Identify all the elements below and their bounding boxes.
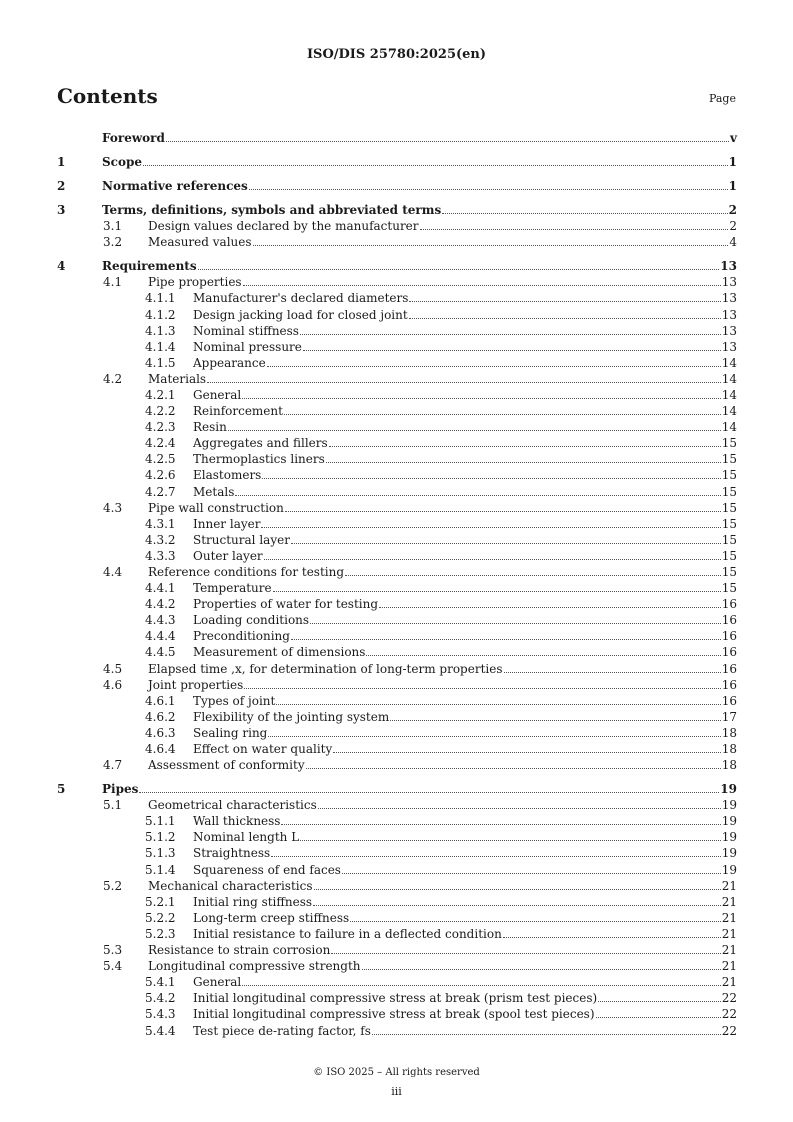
toc-entry[interactable] bbox=[57, 893, 737, 909]
toc-entry-page: 16 bbox=[721, 677, 737, 692]
toc-entry[interactable] bbox=[57, 740, 737, 756]
toc-entry-title: Elapsed time ,x, for determination of long-term properties bbox=[148, 661, 503, 676]
toc-entry-page: 18 bbox=[721, 758, 737, 773]
toc-entry-page: 19 bbox=[720, 782, 737, 797]
toc-entry-page: 13 bbox=[721, 307, 737, 322]
toc-entry[interactable] bbox=[57, 354, 737, 370]
toc-entry-number: 4.2.1 bbox=[145, 387, 176, 402]
toc-entry-number: 4.1 bbox=[103, 275, 123, 290]
dot-leader bbox=[207, 382, 721, 383]
toc-entry-number: 4.1.4 bbox=[145, 339, 176, 354]
dot-leader bbox=[273, 591, 721, 592]
toc-entry[interactable] bbox=[57, 450, 737, 466]
toc-entry-number: 1 bbox=[57, 155, 66, 170]
dot-leader bbox=[276, 704, 720, 705]
toc-entry-title: Measured values bbox=[148, 235, 252, 250]
dot-leader bbox=[253, 245, 729, 246]
toc-entry-title: Design jacking load for closed joint bbox=[193, 307, 408, 322]
toc-entry-page: 18 bbox=[721, 725, 737, 740]
dot-leader bbox=[271, 856, 721, 857]
toc-entry-number: 4.4 bbox=[103, 565, 123, 579]
toc-entry[interactable] bbox=[57, 860, 737, 876]
toc-entry-title: Metals bbox=[193, 484, 235, 499]
toc-entry-number: 4.3.1 bbox=[145, 516, 176, 531]
toc-entry[interactable] bbox=[57, 595, 737, 611]
toc-entry[interactable] bbox=[57, 129, 737, 145]
toc-entry-title: General bbox=[193, 387, 242, 402]
toc-entry-page: 13 bbox=[721, 339, 737, 354]
toc-entry-number: 4.2.5 bbox=[145, 452, 176, 467]
toc-entry[interactable] bbox=[57, 153, 737, 169]
toc-entry-number: 5.2.1 bbox=[145, 894, 176, 909]
toc-entry-page: 16 bbox=[721, 693, 737, 708]
toc-entry-title: Foreword bbox=[102, 131, 165, 146]
toc-entry-title: Initial longitudinal compressive stress at break (spool test pieces) bbox=[193, 1007, 595, 1022]
toc-entry-page: 13 bbox=[721, 323, 737, 338]
toc-entry-page: 19 bbox=[721, 830, 737, 845]
toc-entry[interactable] bbox=[57, 386, 737, 402]
toc-entry-title: Pipe properties bbox=[148, 275, 242, 290]
toc-entry-number: 3.1 bbox=[103, 219, 123, 234]
toc-entry-title: Types of joint bbox=[193, 693, 276, 708]
toc-entry-number: 4.1.2 bbox=[145, 307, 176, 322]
page-number: iii bbox=[391, 1085, 402, 1098]
toc-entry-title: Resistance to strain corrosion bbox=[148, 943, 331, 958]
toc-entry-page: 15 bbox=[721, 500, 737, 515]
toc-entry[interactable] bbox=[57, 796, 737, 812]
toc-entry-title: Nominal stiffness bbox=[193, 323, 299, 338]
toc-entry[interactable] bbox=[57, 370, 737, 386]
dot-leader bbox=[503, 937, 721, 938]
toc-entry-number: 4.1.1 bbox=[145, 291, 176, 306]
copyright-footer: © ISO 2025 – All rights reserved bbox=[313, 1067, 480, 1078]
toc-entry-page: v bbox=[730, 131, 737, 146]
toc-entry-title: Thermoplastics liners bbox=[193, 452, 325, 467]
toc-entry-title: Straightness bbox=[193, 846, 271, 861]
toc-entry-page: 15 bbox=[721, 565, 737, 579]
toc-entry-page: 22 bbox=[721, 1023, 737, 1038]
toc-entry[interactable] bbox=[57, 177, 737, 193]
dot-leader bbox=[143, 165, 728, 166]
toc-entry-title: Design values declared by the manufacturer bbox=[148, 219, 419, 234]
toc-entry-page: 18 bbox=[721, 742, 737, 757]
dot-leader bbox=[268, 736, 720, 737]
toc-entry[interactable] bbox=[57, 611, 737, 627]
toc-entry-title: General bbox=[193, 975, 242, 990]
dot-leader bbox=[342, 873, 721, 874]
toc-entry-number: 4.6.3 bbox=[145, 725, 176, 740]
toc-entry-title: Materials bbox=[148, 371, 207, 386]
toc-entry-page: 14 bbox=[721, 420, 737, 435]
toc-entry-title: Terms, definitions, symbols and abbreviated terms bbox=[102, 203, 442, 218]
toc-entry-page: 19 bbox=[721, 846, 737, 861]
toc-entry-title: Mechanical characteristics bbox=[148, 878, 313, 893]
toc-entry-title: Test piece de-rating factor, fs bbox=[193, 1023, 371, 1038]
toc-entry[interactable] bbox=[57, 531, 737, 547]
toc-entry-number: 4.3.2 bbox=[145, 532, 176, 547]
dot-leader bbox=[267, 366, 721, 367]
toc-entry-number: 2 bbox=[57, 179, 66, 194]
toc-entry-number: 3 bbox=[57, 203, 66, 218]
dot-leader bbox=[409, 318, 721, 319]
toc-entry-page: 19 bbox=[721, 814, 737, 829]
toc-entry-page: 21 bbox=[721, 894, 737, 909]
toc-entry[interactable] bbox=[57, 233, 737, 249]
toc-entry-title: Reference conditions for testing bbox=[148, 565, 345, 579]
dot-leader bbox=[350, 921, 721, 922]
toc-entry[interactable] bbox=[57, 724, 737, 740]
toc-entry-page: 22 bbox=[721, 1007, 737, 1022]
dot-leader bbox=[366, 655, 720, 656]
toc-entry[interactable] bbox=[57, 338, 737, 354]
toc-entry-page: 16 bbox=[721, 597, 737, 612]
toc-entry-title: Preconditioning bbox=[193, 629, 290, 644]
dot-leader bbox=[390, 720, 720, 721]
toc-entry-number: 3.2 bbox=[103, 235, 123, 250]
dot-leader bbox=[300, 334, 721, 335]
toc-entry-page: 21 bbox=[721, 926, 737, 941]
toc-entry-number: 5.1.4 bbox=[145, 862, 176, 877]
toc-entry-page: 14 bbox=[721, 387, 737, 402]
toc-entry-number: 5.4.1 bbox=[145, 975, 176, 990]
toc-entry-number: 4.1.3 bbox=[145, 323, 176, 338]
toc-entry-page: 14 bbox=[721, 371, 737, 386]
toc-entry-title: Initial resistance to failure in a deflected condition bbox=[193, 926, 502, 941]
toc-entry-page: 2 bbox=[728, 203, 737, 218]
toc-entry-number: 4.3.3 bbox=[145, 548, 176, 563]
toc-entry[interactable] bbox=[57, 418, 737, 434]
toc-entry-number: 4.4.3 bbox=[145, 613, 176, 628]
toc-entry-page: 21 bbox=[721, 959, 737, 974]
toc-entry-number: 4.2 bbox=[103, 371, 123, 386]
page-title: Contents bbox=[57, 84, 158, 108]
toc-entry-number: 5.4 bbox=[103, 959, 123, 974]
toc-entry[interactable] bbox=[57, 756, 737, 772]
toc-entry-title: Sealing ring bbox=[193, 725, 268, 740]
toc-entry[interactable] bbox=[57, 482, 737, 498]
toc-entry[interactable] bbox=[57, 499, 737, 515]
toc-entry-number: 4.4.1 bbox=[145, 581, 176, 596]
dot-leader bbox=[249, 189, 728, 190]
toc-entry-number: 4.6.1 bbox=[145, 693, 176, 708]
toc-entry-number: 4.2.6 bbox=[145, 468, 176, 483]
toc-entry[interactable] bbox=[57, 273, 737, 289]
dot-leader bbox=[442, 213, 727, 214]
document-id-header: ISO/DIS 25780:2025(en) bbox=[306, 47, 487, 62]
toc-entry-page: 13 bbox=[721, 275, 737, 290]
dot-leader bbox=[310, 623, 721, 624]
toc-entry-number: 5.4.4 bbox=[145, 1023, 176, 1038]
dot-leader bbox=[244, 688, 720, 689]
dot-leader bbox=[318, 808, 721, 809]
dot-leader bbox=[139, 792, 719, 793]
dot-leader bbox=[291, 639, 721, 640]
toc-entry-title: Appearance bbox=[193, 355, 266, 370]
toc-entry-title: Outer layer bbox=[193, 548, 263, 563]
dot-leader bbox=[333, 752, 720, 753]
toc-entry-number: 4.4.4 bbox=[145, 629, 176, 644]
dot-leader bbox=[598, 1001, 721, 1002]
dot-leader bbox=[264, 559, 721, 560]
toc-entry-title: Joint properties bbox=[148, 677, 244, 692]
toc-entry[interactable] bbox=[57, 1021, 737, 1037]
toc-entry[interactable] bbox=[57, 957, 737, 973]
dot-leader bbox=[242, 985, 720, 986]
toc-entry-page: 14 bbox=[721, 404, 737, 419]
toc-entry[interactable] bbox=[57, 676, 737, 692]
toc-entry[interactable] bbox=[57, 201, 737, 217]
toc-entry-title: Squareness of end faces bbox=[193, 862, 341, 877]
toc-entry-number: 4.6.2 bbox=[145, 709, 176, 724]
dot-leader bbox=[262, 478, 720, 479]
toc-entry-page: 16 bbox=[721, 613, 737, 628]
toc-entry-title: Flexibility of the jointing system bbox=[193, 709, 390, 724]
toc-entry-number: 4.2.7 bbox=[145, 484, 176, 499]
toc-entry-number: 5.3 bbox=[103, 943, 123, 958]
toc-entry-title: Pipes bbox=[102, 782, 139, 797]
toc-entry-number: 4.5 bbox=[103, 661, 123, 676]
toc-entry-number: 5.1 bbox=[103, 798, 123, 813]
toc-entry-page: 15 bbox=[721, 484, 737, 499]
toc-entry[interactable] bbox=[57, 925, 737, 941]
toc-entry-page: 21 bbox=[721, 910, 737, 925]
page-column-label: Page bbox=[708, 92, 736, 105]
dot-leader bbox=[345, 575, 721, 576]
toc-entry-title: Manufacturer's declared diameters bbox=[193, 291, 409, 306]
dot-leader bbox=[420, 229, 729, 230]
toc-entry-title: Inner layer bbox=[193, 516, 261, 531]
toc-entry[interactable] bbox=[57, 973, 737, 989]
toc-entry[interactable] bbox=[57, 1005, 737, 1021]
toc-entry-title: Requirements bbox=[102, 259, 197, 274]
dot-leader bbox=[235, 495, 720, 496]
dot-leader bbox=[243, 285, 721, 286]
toc-entry-page: 15 bbox=[721, 548, 737, 563]
dot-leader bbox=[326, 462, 721, 463]
toc-entry-title: Nominal pressure bbox=[193, 339, 302, 354]
toc-entry-title: Wall thickness bbox=[193, 814, 281, 829]
table-of-contents bbox=[57, 129, 737, 1038]
toc-entry[interactable] bbox=[57, 515, 737, 531]
toc-entry-number: 5 bbox=[57, 782, 66, 797]
toc-entry-title: Measurement of dimensions bbox=[193, 645, 366, 660]
toc-entry[interactable] bbox=[57, 289, 737, 305]
dot-leader bbox=[300, 840, 721, 841]
toc-entry-page: 13 bbox=[720, 259, 737, 274]
toc-entry-title: Effect on water quality bbox=[193, 742, 333, 757]
toc-entry-title: Aggregates and fillers bbox=[193, 436, 328, 451]
toc-entry-title: Structural layer bbox=[193, 532, 290, 547]
toc-entry-number: 4.7 bbox=[103, 758, 123, 773]
toc-entry-page: 19 bbox=[721, 798, 737, 813]
dot-leader bbox=[284, 414, 721, 415]
dot-leader bbox=[372, 1034, 721, 1035]
toc-entry-page: 15 bbox=[721, 468, 737, 483]
toc-entry-number: 4 bbox=[57, 259, 66, 274]
dot-leader bbox=[291, 543, 721, 544]
toc-entry-number: 5.4.2 bbox=[145, 991, 176, 1006]
toc-entry-title: Assessment of conformity bbox=[148, 758, 305, 773]
toc-entry-title: Reinforcement bbox=[193, 404, 283, 419]
toc-entry[interactable] bbox=[57, 402, 737, 418]
toc-entry-page: 16 bbox=[721, 629, 737, 644]
dot-leader bbox=[596, 1017, 721, 1018]
toc-entry[interactable] bbox=[57, 257, 737, 273]
dot-leader bbox=[362, 969, 721, 970]
dot-leader bbox=[306, 768, 721, 769]
toc-entry[interactable] bbox=[57, 909, 737, 925]
toc-entry-title: Longitudinal compressive strength bbox=[148, 959, 361, 974]
dot-leader bbox=[285, 511, 721, 512]
toc-entry[interactable] bbox=[57, 708, 737, 724]
toc-entry-page: 1 bbox=[728, 179, 737, 194]
toc-entry-title: Nominal length L bbox=[193, 830, 300, 845]
toc-entry[interactable] bbox=[57, 434, 737, 450]
toc-entry-page: 16 bbox=[721, 661, 737, 676]
toc-entry-title: Pipe wall construction bbox=[148, 500, 284, 515]
dot-leader bbox=[228, 430, 721, 431]
toc-entry-page: 15 bbox=[721, 516, 737, 531]
toc-entry[interactable] bbox=[57, 643, 737, 659]
toc-entry-number: 4.6.4 bbox=[145, 742, 176, 757]
toc-entry-number: 5.1.1 bbox=[145, 814, 176, 829]
toc-entry-page: 19 bbox=[721, 862, 737, 877]
toc-entry-title: Long-term creep stiffness bbox=[193, 910, 350, 925]
toc-entry[interactable] bbox=[57, 877, 737, 893]
dot-leader bbox=[166, 141, 729, 142]
dot-leader bbox=[379, 607, 721, 608]
toc-entry[interactable] bbox=[57, 780, 737, 796]
toc-entry-page: 15 bbox=[721, 436, 737, 451]
toc-entry-page: 15 bbox=[721, 581, 737, 596]
toc-entry-number: 4.2.3 bbox=[145, 420, 176, 435]
toc-entry[interactable] bbox=[57, 547, 737, 563]
toc-entry-title: Properties of water for testing bbox=[193, 597, 379, 612]
toc-entry[interactable] bbox=[57, 217, 737, 233]
dot-leader bbox=[261, 527, 720, 528]
toc-entry[interactable] bbox=[57, 989, 737, 1005]
dot-leader bbox=[303, 350, 721, 351]
toc-entry-page: 1 bbox=[728, 155, 737, 170]
toc-entry-title: Loading conditions bbox=[193, 613, 310, 628]
toc-entry[interactable] bbox=[57, 692, 737, 708]
toc-entry-page: 17 bbox=[721, 709, 737, 724]
toc-entry[interactable] bbox=[57, 305, 737, 321]
toc-entry[interactable] bbox=[57, 844, 737, 860]
toc-entry[interactable] bbox=[57, 659, 737, 675]
toc-entry-number: 4.3 bbox=[103, 500, 123, 515]
dot-leader bbox=[198, 269, 720, 270]
toc-entry[interactable] bbox=[57, 466, 737, 482]
toc-entry-page: 2 bbox=[729, 219, 737, 234]
toc-entry-page: 16 bbox=[721, 645, 737, 660]
toc-entry-page: 13 bbox=[721, 291, 737, 306]
toc-entry-title: Temperature bbox=[193, 581, 272, 596]
toc-entry-number: 4.6 bbox=[103, 677, 123, 692]
toc-entry[interactable] bbox=[57, 579, 737, 595]
toc-entry-page: 21 bbox=[721, 878, 737, 893]
toc-entry-title: Normative references bbox=[102, 179, 248, 194]
dot-leader bbox=[329, 446, 721, 447]
toc-entry-title: Scope bbox=[102, 155, 143, 170]
toc-entry-title: Initial longitudinal compressive stress at break (prism test pieces) bbox=[193, 991, 598, 1006]
toc-entry-page: 15 bbox=[721, 452, 737, 467]
dot-leader bbox=[409, 301, 720, 302]
toc-entry-page: 4 bbox=[729, 235, 737, 250]
toc-entry-number: 4.2.4 bbox=[145, 436, 176, 451]
dot-leader bbox=[313, 905, 721, 906]
toc-entry-page: 21 bbox=[721, 975, 737, 990]
toc-entry-number: 4.2.2 bbox=[145, 404, 176, 419]
toc-entry-title: Geometrical characteristics bbox=[148, 798, 317, 813]
toc-entry[interactable] bbox=[57, 828, 737, 844]
toc-entry-page: 22 bbox=[721, 991, 737, 1006]
toc-entry-number: 4.4.2 bbox=[145, 597, 176, 612]
toc-entry-number: 5.2.3 bbox=[145, 926, 176, 941]
toc-entry-number: 5.1.2 bbox=[145, 830, 176, 845]
toc-entry[interactable] bbox=[57, 812, 737, 828]
toc-entry[interactable] bbox=[57, 322, 737, 338]
toc-entry-number: 5.2.2 bbox=[145, 910, 176, 925]
dot-leader bbox=[504, 672, 721, 673]
dot-leader bbox=[314, 889, 721, 890]
toc-entry-number: 4.4.5 bbox=[145, 645, 176, 660]
toc-entry-page: 21 bbox=[721, 943, 737, 958]
toc-entry-number: 5.1.3 bbox=[145, 846, 176, 861]
dot-leader bbox=[281, 824, 720, 825]
toc-entry-number: 4.1.5 bbox=[145, 355, 176, 370]
toc-entry-title: Elastomers bbox=[193, 468, 262, 483]
toc-entry[interactable] bbox=[57, 627, 737, 643]
toc-entry-number: 5.4.3 bbox=[145, 1007, 176, 1022]
toc-entry-title: Resin bbox=[193, 420, 227, 435]
toc-entry[interactable] bbox=[57, 563, 737, 579]
toc-entry[interactable] bbox=[57, 941, 737, 957]
toc-entry-page: 14 bbox=[721, 355, 737, 370]
toc-entry-title: Initial ring stiffness bbox=[193, 894, 313, 909]
dot-leader bbox=[242, 398, 720, 399]
dot-leader bbox=[331, 953, 720, 954]
toc-entry-number: 5.2 bbox=[103, 878, 123, 893]
toc-entry-page: 15 bbox=[721, 532, 737, 547]
